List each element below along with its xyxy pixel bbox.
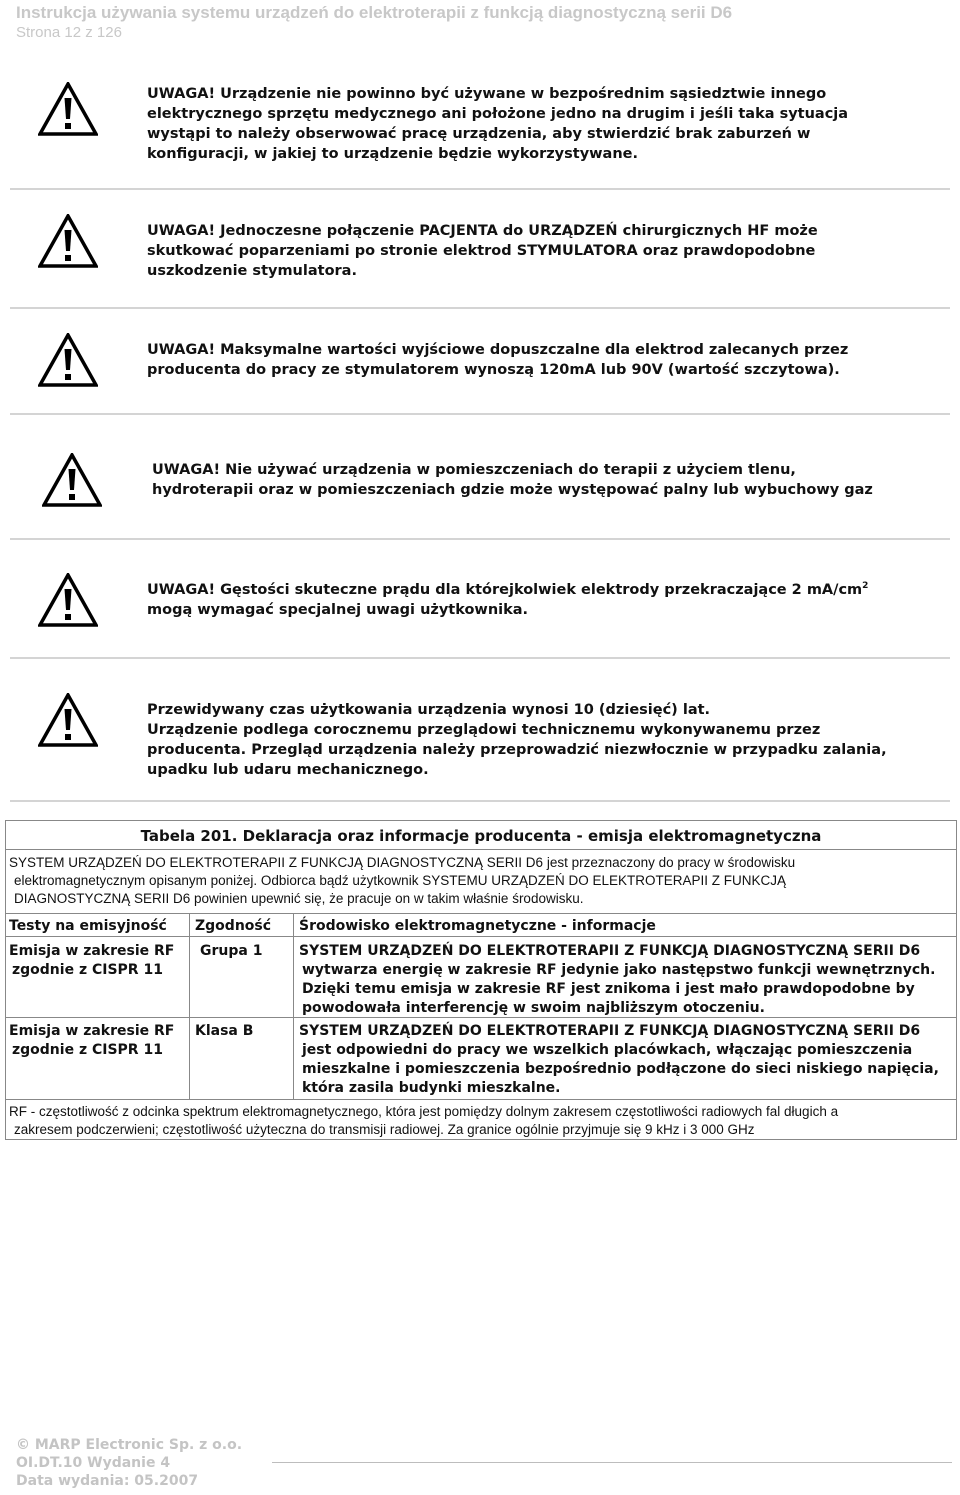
table-row-2-test: Emisja w zakresie RF zgodnie z CISPR 11 — [9, 1023, 175, 1058]
warning-note-3: UWAGA! Maksymalne wartości wyjściowe dopuszczalne dla elektrod zalecanych przez producenta do pracy ze stymulatorem wynoszą 120mA lub 90V (wartość szczytowa). — [147, 342, 849, 378]
footer-date: Data wydania: 05.2007 — [16, 1473, 199, 1489]
divider — [10, 800, 950, 802]
column-header-environment: Środowisko elektromagnetyczne - informacje — [299, 918, 656, 934]
footer-divider — [272, 1462, 952, 1463]
page-number: Strona 12 z 126 — [16, 24, 122, 41]
warning-note-6: Przewidywany czas użytkowania urządzenia wynosi 10 (dziesięć) lat. Urządzenie podlega corocznemu przeglądowi technicznemu wykonywanemu przez producenta. Przegląd urządzenia należy przeprowadzić niezwłocznie w przypadku zalania, upadku lub udaru mechanicznego. — [147, 702, 887, 778]
divider — [10, 188, 950, 190]
table-row-1-test: Emisja w zakresie RF zgodnie z CISPR 11 — [9, 943, 175, 978]
warning-triangle-icon — [38, 333, 98, 387]
table-row-2-info: SYSTEM URZĄDZEŃ DO ELEKTROTERAPII Z FUNKCJĄ DIAGNOSTYCZNĄ SERII D6 jest odpowiedni do pracy we wszelkich placówkach, włączając pomieszczenia mieszkalne i pomieszczenia bezpośrednio podłączone do sieci niskiego napięcia, która zasila budynki mieszkalne. — [299, 1023, 939, 1096]
table-row-1-compliance: Grupa 1 — [200, 943, 263, 959]
page-footer — [16, 1436, 242, 1490]
column-header-tests: Testy na emisyjność — [9, 918, 167, 934]
column-header-compliance: Zgodność — [195, 918, 272, 934]
warning-triangle-icon — [38, 82, 98, 136]
divider — [10, 538, 950, 540]
divider — [10, 307, 950, 309]
table-row-1-info: SYSTEM URZĄDZEŃ DO ELEKTROTERAPII Z FUNKCJĄ DIAGNOSTYCZNĄ SERII D6 wytwarza energię w zakresie RF jedynie jako następstwo funkcji wewnętrznych. Dzięki temu emisja w zakresie RF jest znikoma i jest mało prawdopodobne by powodowała interferencję w swoim najbliższym otoczeniu. — [299, 943, 936, 1016]
warning-note-4: UWAGA! Nie używać urządzenia w pomieszczeniach do terapii z użyciem tlenu, hydroterapii oraz w pomieszczeniach gdzie może występować palny lub wybuchowy gaz — [152, 462, 873, 498]
emission-table — [5, 820, 957, 1140]
divider — [10, 413, 950, 415]
footer-doc-id: OI.DT.10 Wydanie 4 — [16, 1455, 171, 1471]
warning-triangle-icon — [38, 573, 98, 627]
table-title: Tabela 201. Deklaracja oraz informacje producenta - emisja elektromagnetyczna — [140, 827, 822, 845]
table-footnote: RF - częstotliwość z odcinka spektrum elektromagnetycznego, która jest pomiędzy dolnym zakresem częstotliwości radiowych fal długich a zakresem podczerwieni; częstotliwość użyteczna do transmisji radiowej. Za granice ogólnie przyjmuje się 9 kHz i 3 000 GHz — [9, 1104, 839, 1137]
warning-triangle-icon — [38, 214, 98, 268]
table-row-2-compliance: Klasa B — [195, 1023, 254, 1039]
warning-triangle-icon — [38, 693, 98, 747]
divider — [10, 657, 950, 659]
warning-triangle-icon — [42, 453, 102, 507]
document-title: Instrukcja używania systemu urządzeń do elektroterapii z funkcją diagnostyczną serii D6 — [16, 3, 733, 22]
footer-company: © MARP Electronic Sp. z o.o. — [16, 1437, 243, 1453]
warning-note-1: UWAGA! Urządzenie nie powinno być używane w bezpośrednim sąsiedztwie innego elektrycznego sprzętu medycznego ani położone jedno na drugim i jeśli taka sytuacja wystąpi to należy obserwować pracę urządzenia, aby stwierdzić brak zaburzeń w konfiguracji, w jakiej to urządzenie będzie wykorzystywane. — [147, 86, 849, 162]
warning-note-2: UWAGA! Jednoczesne połączenie PACJENTA do URZĄDZEŃ chirurgicznych HF może skutkować poparzeniami po stronie elektrod STYMULATORA oraz prawdopodobne uszkodzenie stymulatora. — [147, 223, 818, 279]
warning-note-5: UWAGA! Gęstości skuteczne prądu dla którejkolwiek elektrody przekraczające 2 $mA/cm^2$ mogą wymagać specjalnej uwagi użytkownika. — [147, 581, 869, 618]
table-intro: SYSTEM URZĄDZEŃ DO ELEKTROTERAPII Z FUNKCJĄ DIAGNOSTYCZNĄ SERII D6 jest przeznaczony do pracy w środowisku elektromagnetycznym opisanym poniżej. Odbiorca bądź użytkownik SYSTEMU URZĄDZEŃ DO ELEKTROTERAPII Z FUNKCJĄ DIAGNOSTYCZNĄ SERII D6 powinien upewnić się, że pracuje on w takim właśnie środowisku. — [9, 855, 796, 906]
